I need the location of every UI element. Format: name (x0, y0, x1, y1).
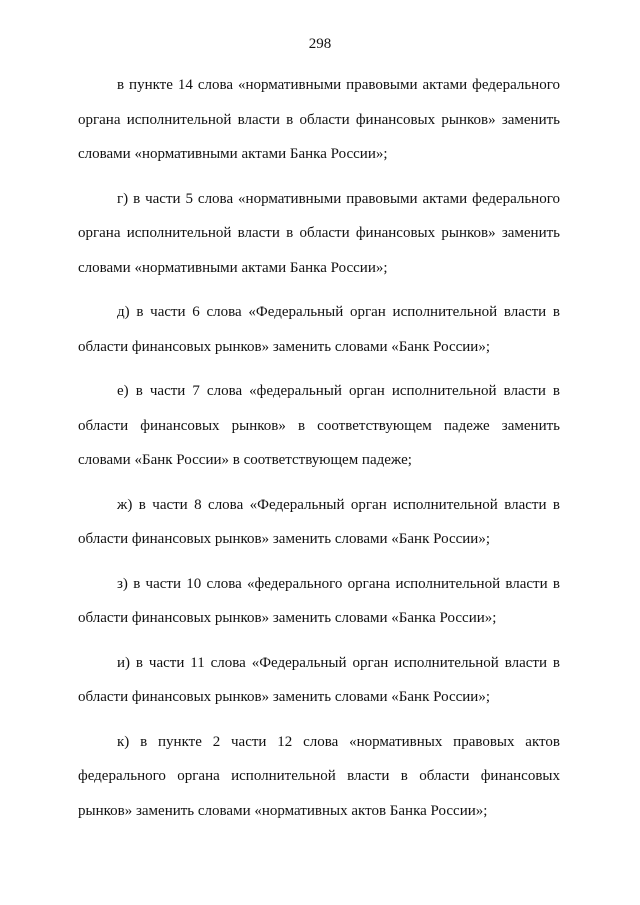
paragraph-item-i: и) в части 11 слова «Федеральный орган исполнительной власти в области финансовых рынков» заменить словами «Банк России»; (78, 654, 560, 705)
paragraph-item-z: з) в части 10 слова «федерального органа исполнительной власти в области финансовых рынков» заменить словами «Банка России»; (78, 575, 560, 626)
paragraph-item-k: к) в пункте 2 части 12 слова «нормативных правовых актов федерального органа исполнительной власти в области финансовых рынков» заменить словами «нормативных актов Банка России»; (78, 733, 560, 819)
paragraph-item-14: в пункте 14 слова «нормативными правовыми актами федерального органа исполнительной власти в области финансовых рынков» заменить словами «нормативными актами Банка России»; (78, 77, 560, 162)
paragraph-item-zh: ж) в части 8 слова «Федеральный орган исполнительной власти в области финансовых рынков» заменить словами «Банк России»; (78, 496, 560, 547)
paragraph-item-g: г) в части 5 слова «нормативными правовыми актами федерального органа исполнительной власти в области финансовых рынков» заменить словами «нормативными актами Банка России»; (78, 190, 560, 276)
paragraph-item-d: д) в части 6 слова «Федеральный орган исполнительной власти в области финансовых рынков» заменить словами «Банк России»; (78, 304, 560, 355)
document-body (78, 68, 560, 838)
paragraph-item-e: е) в части 7 слова «федеральный орган исполнительной власти в области финансовых рынков» в соответствующем падеже заменить словами «Банк России» в соответствующем падеже; (78, 383, 560, 468)
page-number: 298 (308, 36, 332, 52)
